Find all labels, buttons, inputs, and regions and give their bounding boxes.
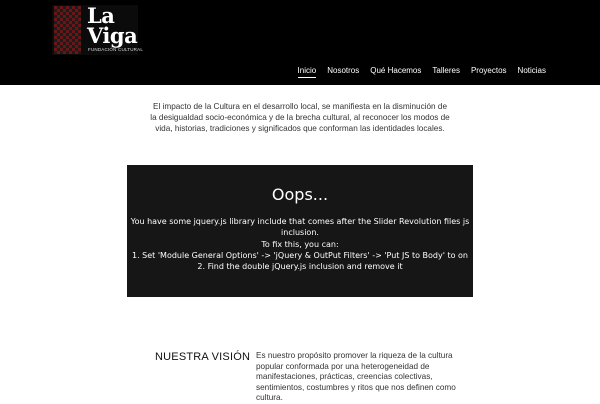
main-nav <box>287 66 546 75</box>
nav-item-nosotros[interactable]: Nosotros <box>327 66 360 75</box>
error-message <box>127 216 473 272</box>
error-line: inclusion. <box>281 228 319 238</box>
vision-heading: NUESTRA VISIÓN <box>155 351 251 363</box>
nav-item-que-hacemos[interactable]: Qué Hacemos <box>370 66 422 75</box>
nav-item-inicio[interactable]: Inicio <box>297 66 317 75</box>
nav-item-proyectos[interactable]: Proyectos <box>470 66 507 75</box>
site-header <box>0 0 600 85</box>
nav-item-talleres[interactable]: Talleres <box>432 66 460 75</box>
error-line: You have some jquery.js library include that comes after the Slider Revolution files js <box>130 217 470 226</box>
slider-error-box <box>127 165 473 297</box>
error-title: Oops... <box>271 185 329 204</box>
error-line: 2. Find the double jQuery.js inclusion and remove it <box>197 262 403 272</box>
logo-subtitle: FUNDACIÓN CULTURAL <box>88 47 144 52</box>
site-logo[interactable] <box>52 3 144 55</box>
nav-item-noticias[interactable]: Noticias <box>517 66 546 75</box>
vision-paragraph: Es nuestro propósito promover la riqueza de la cultura popular conformada por una heterogeneidad de manifestaciones, prácticas, creencias colectivas, sentimientos, costumbres y ritos que nos definen como cultura. <box>256 351 456 402</box>
logo-pattern-icon <box>54 6 81 54</box>
intro-paragraph: El impacto de la Cultura en el desarrollo local, se manifiesta en la disminución de la desigualdad socio-económica y de la brecha cultural, al reconocer los modos de vida, historias, tradiciones y significados que conforman las identidades locales. <box>150 102 450 133</box>
error-line: 1. Set 'Module General Options' -> 'jQuery & OutPut Filters' -> 'Put JS to Body' to on <box>131 250 468 260</box>
error-line: To fix this, you can: <box>261 239 339 249</box>
logo-name: La Viga <box>87 3 138 48</box>
